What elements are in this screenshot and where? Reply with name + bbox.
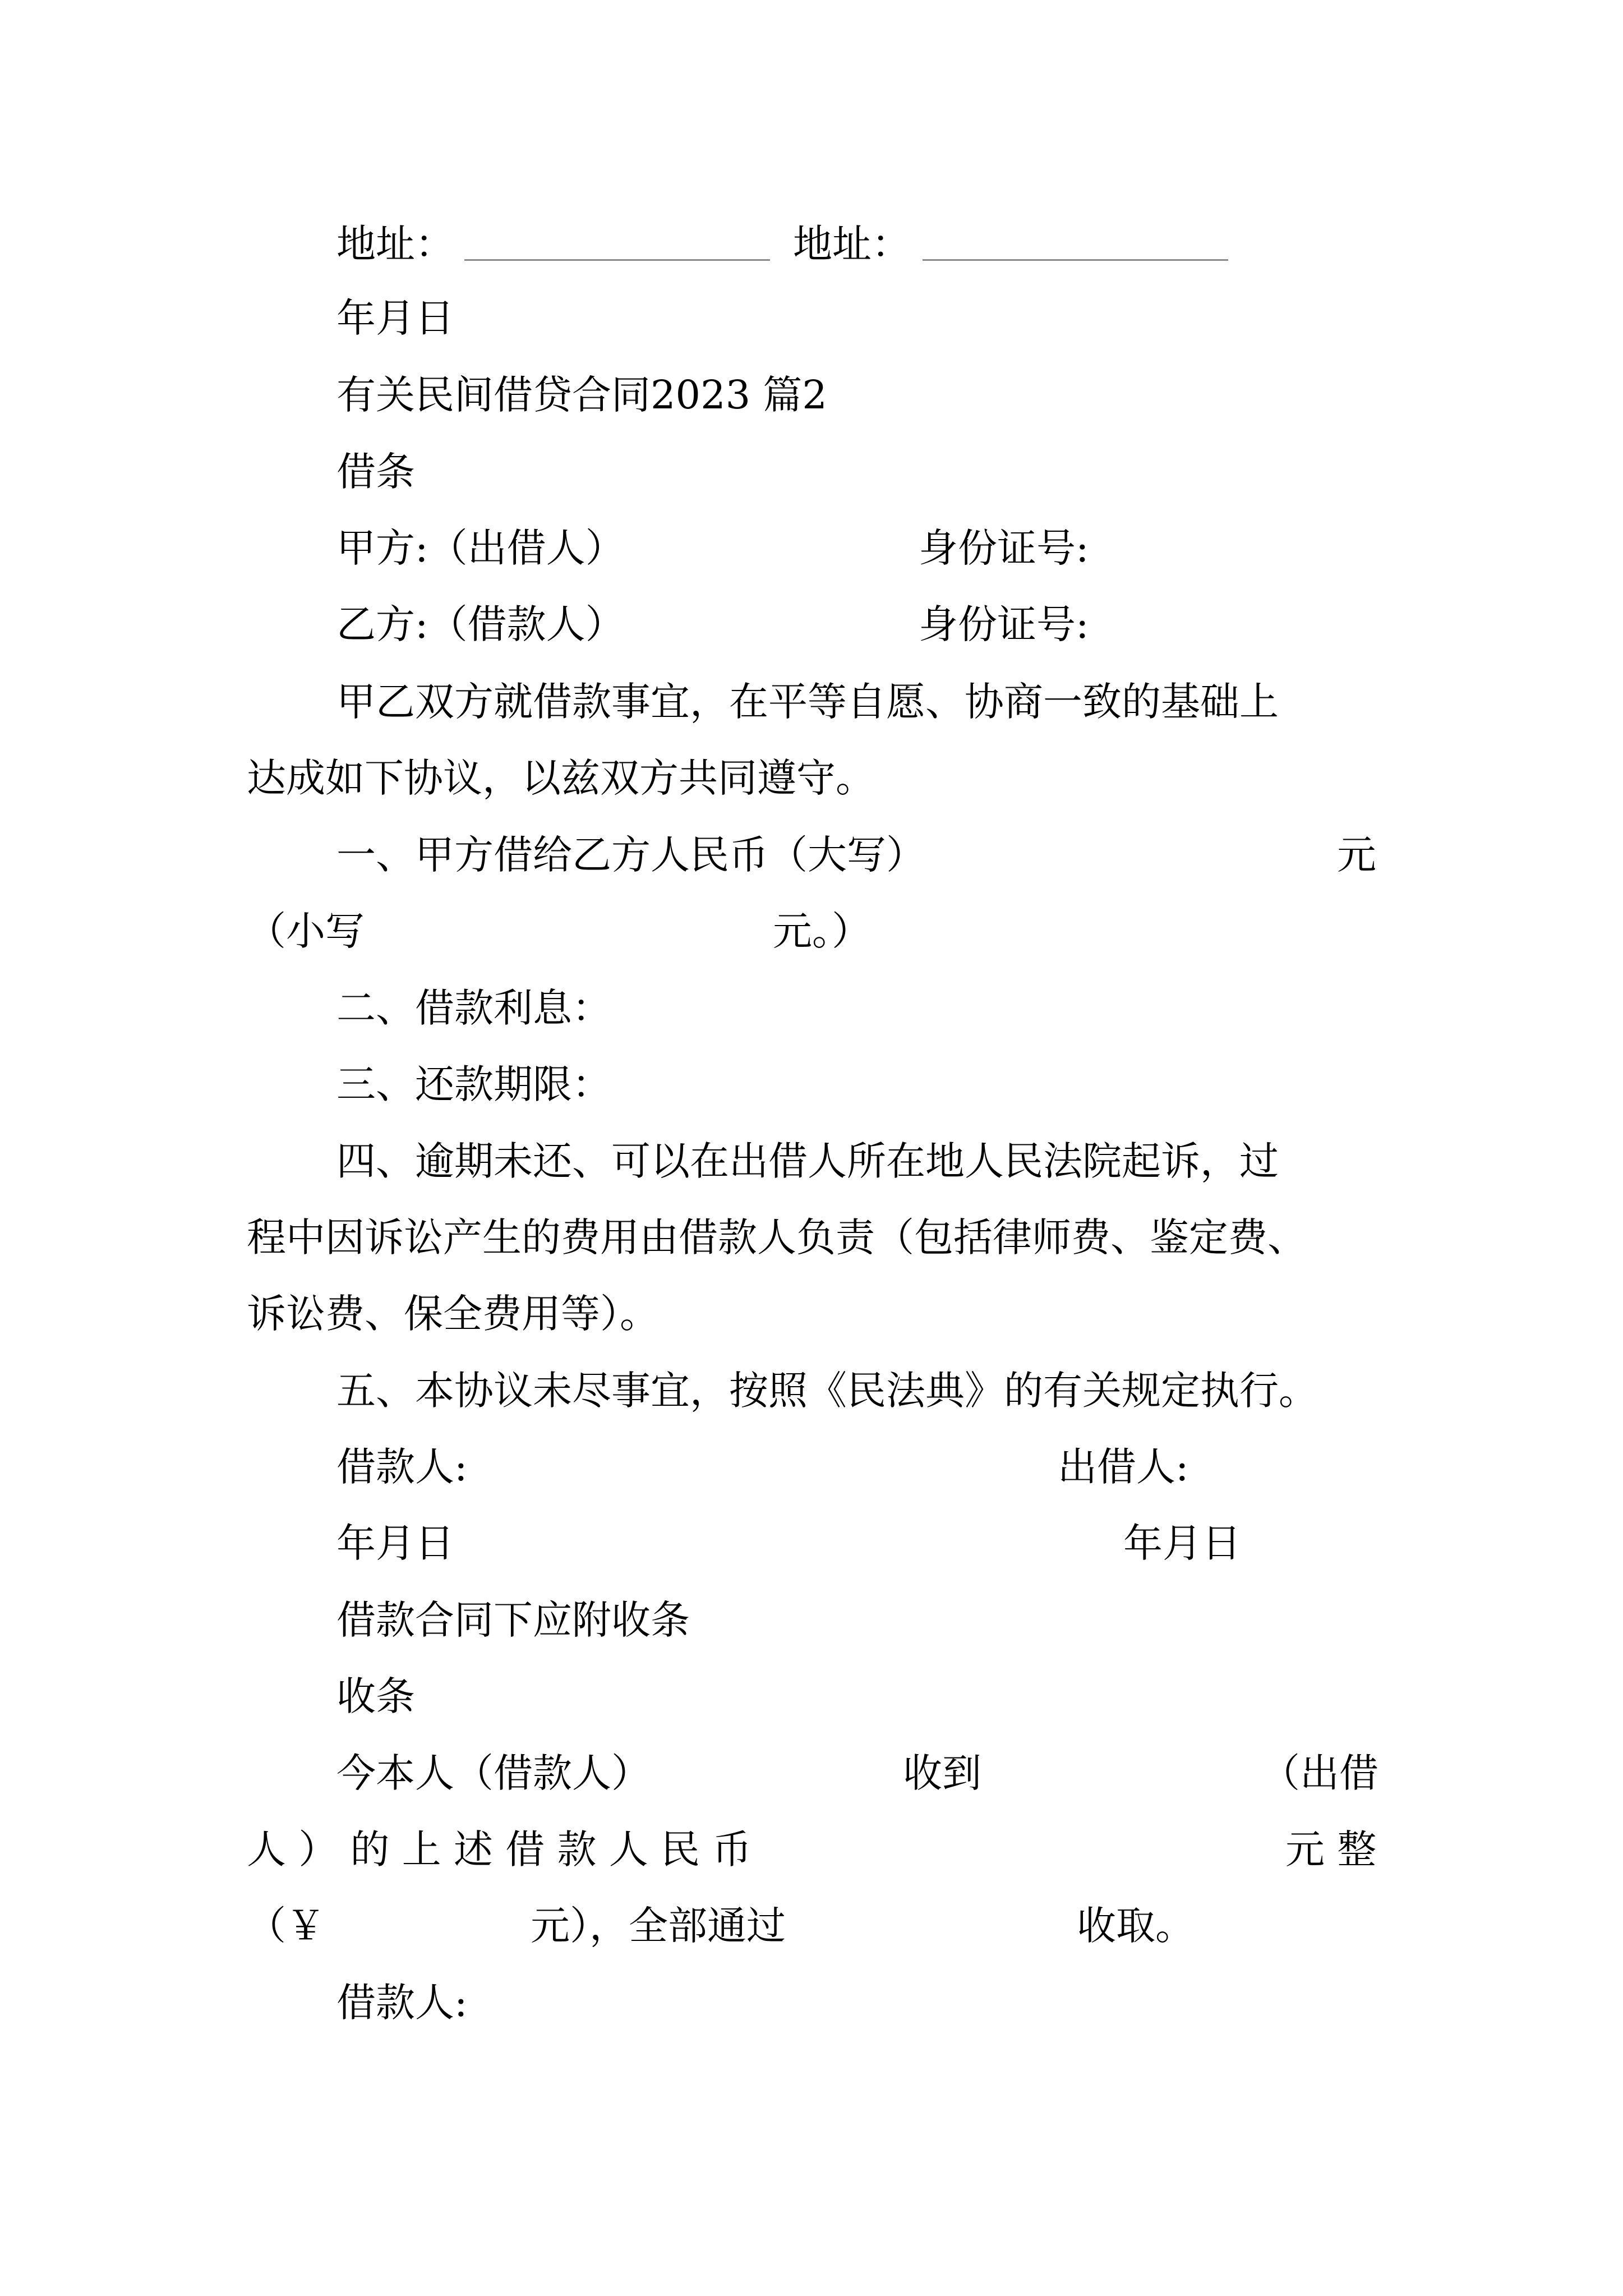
clause-1-small-yuan: 元。） (773, 908, 871, 954)
clause-3: 三、还款期限： (336, 1061, 611, 1107)
clause-4-line-3: 诉讼费、保全费用等）。 (247, 1291, 659, 1337)
address-right-label: 地址： (793, 221, 911, 267)
party-b-id-label: 身份证号: (919, 601, 1089, 647)
receipt-line-1-a: 今本人（借款人） (336, 1750, 651, 1796)
intro-line-1: 甲乙双方就借款事宜，在平等自愿、协商一致的基础上 (336, 679, 1279, 725)
address-left-blank (464, 259, 770, 261)
receipt-line-1-b: 收到 (903, 1750, 981, 1796)
receipt-line-3-a: （￥ (247, 1903, 325, 1949)
party-b-label: 乙方:（借款人） (336, 601, 625, 647)
clause-5: 五、本协议未尽事宜，按照《民法典》的有关规定执行。 (336, 1368, 1318, 1414)
clause-2: 二、借款利息： (336, 985, 611, 1031)
receipt-line-2-a: 人 ） 的 上 述 借 款 人 民 币 (247, 1826, 752, 1872)
party-a-id-label: 身份证号: (919, 525, 1089, 571)
date-top: 年月日 (336, 295, 454, 341)
address-right-blank (923, 259, 1228, 261)
clause-4-line-1: 四、逾期未还、可以在出借人所在地人民法院起诉，过 (336, 1138, 1279, 1184)
receipt-note: 借款合同下应附收条 (336, 1597, 690, 1643)
iou-heading: 借条 (336, 449, 415, 495)
clause-1-small: （小写 (247, 908, 365, 954)
lender-signature-label: 出借人: (1058, 1444, 1189, 1490)
address-left-label: 地址： (336, 221, 454, 267)
clause-4-line-2: 程中因诉讼产生的费用由借款人负责（包括律师费、鉴定费、 (247, 1214, 1307, 1260)
clause-1-yuan: 元 (1337, 832, 1376, 878)
final-borrower-label: 借款人: (336, 1980, 468, 2026)
date-left: 年月日 (336, 1520, 454, 1566)
party-a-label: 甲方:（出借人） (336, 525, 625, 571)
clause-1-line-1: 一、甲方借给乙方人民币（大写） (336, 832, 925, 878)
date-right: 年月日 (1123, 1520, 1241, 1566)
receipt-line-3-b: 元），全部通过 (531, 1903, 786, 1949)
receipt-line-2-b: 元 整 (1285, 1826, 1377, 1872)
borrower-signature-label: 借款人: (336, 1444, 468, 1490)
receipt-heading: 收条 (336, 1673, 415, 1719)
receipt-line-3-c: 收取。 (1077, 1903, 1195, 1949)
receipt-line-1-c: （出借 (1261, 1750, 1378, 1796)
intro-line-2: 达成如下协议，以兹双方共同遵守。 (247, 755, 875, 801)
section-title: 有关民间借贷合同2023 篇2 (336, 372, 827, 418)
